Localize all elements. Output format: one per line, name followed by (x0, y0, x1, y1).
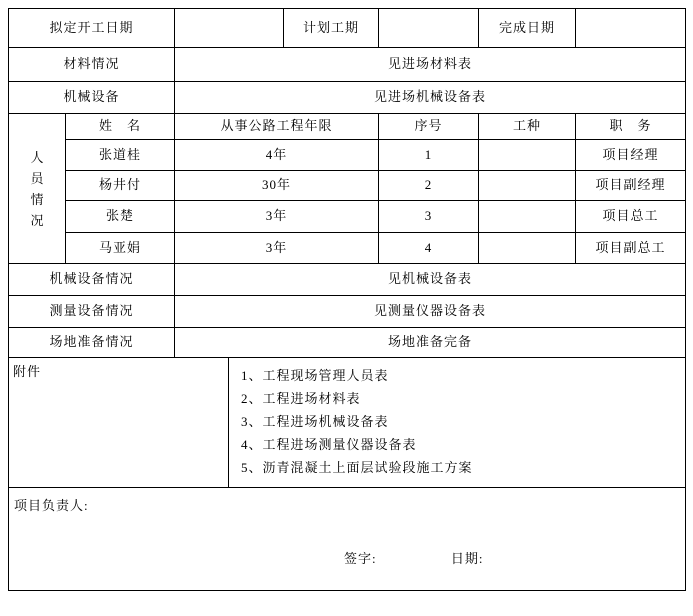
planned-start-label: 拟定开工日期 (9, 9, 175, 48)
personnel-header-row (9, 114, 686, 140)
person-trade (479, 171, 576, 201)
person-trade (479, 140, 576, 171)
person-trade (479, 201, 576, 233)
attachments-row (9, 358, 686, 488)
materials-label: 材料情况 (9, 48, 175, 82)
machinery-label: 机械设备 (9, 82, 175, 114)
footer-cell (9, 488, 686, 591)
form-table (8, 8, 686, 591)
site-status-label: 场地准备情况 (9, 328, 175, 358)
attachment-item: 4、工程进场测量仪器设备表 (241, 437, 417, 452)
person-years: 3年 (175, 233, 379, 264)
person-years: 4年 (175, 140, 379, 171)
footer-row (9, 488, 686, 591)
survey-status-label: 测量设备情况 (9, 296, 175, 328)
attachments-list (229, 358, 686, 488)
completion-date-label: 完成日期 (479, 9, 576, 48)
signature-row (14, 551, 680, 568)
person-name: 马亚娟 (66, 233, 175, 264)
project-manager-label: 项目负责人: (14, 498, 89, 513)
machinery-status-label: 机械设备情况 (9, 264, 175, 296)
materials-value: 见进场材料表 (175, 48, 686, 82)
person-seq: 3 (379, 201, 479, 233)
person-position: 项目经理 (576, 140, 686, 171)
col-header-name: 姓 名 (66, 114, 175, 140)
completion-date-value (576, 9, 686, 48)
col-header-trade: 工种 (479, 114, 576, 140)
planned-start-value (175, 9, 284, 48)
personnel-row (9, 201, 686, 233)
table-row (9, 9, 686, 48)
col-header-seq: 序号 (379, 114, 479, 140)
person-seq: 4 (379, 233, 479, 264)
attachment-item: 2、工程进场材料表 (241, 391, 361, 406)
machinery-value: 见进场机械设备表 (175, 82, 686, 114)
table-row (9, 82, 686, 114)
col-header-years: 从事公路工程年限 (175, 114, 379, 140)
machinery-status-value: 见机械设备表 (175, 264, 686, 296)
planned-duration-label: 计划工期 (284, 9, 379, 48)
survey-status-value: 见测量仪器设备表 (175, 296, 686, 328)
person-name: 张道桂 (66, 140, 175, 171)
person-name: 杨井付 (66, 171, 175, 201)
table-row (9, 264, 686, 296)
person-name: 张楚 (66, 201, 175, 233)
person-years: 3年 (175, 201, 379, 233)
person-position: 项目总工 (576, 201, 686, 233)
personnel-row (9, 140, 686, 171)
site-status-value: 场地准备完备 (175, 328, 686, 358)
person-position: 项目副经理 (576, 171, 686, 201)
personnel-section-label (9, 114, 66, 264)
table-row (9, 48, 686, 82)
personnel-row (9, 171, 686, 201)
person-seq: 1 (379, 140, 479, 171)
attachments-label: 附件 (9, 358, 229, 488)
signature-label: 签字: (344, 550, 377, 566)
attachment-item: 3、工程进场机械设备表 (241, 414, 389, 429)
person-position: 项目副总工 (576, 233, 686, 264)
date-label: 日期: (450, 550, 484, 566)
col-header-position: 职 务 (576, 114, 686, 140)
attachment-item: 5、沥青混凝土上面层试验段施工方案 (241, 460, 473, 475)
table-row (9, 296, 686, 328)
planned-duration-value (379, 9, 479, 48)
table-row (9, 328, 686, 358)
person-trade (479, 233, 576, 264)
person-years: 30年 (175, 171, 379, 201)
personnel-section-label-text: 人员情况 (30, 149, 44, 228)
attachment-item: 1、工程现场管理人员表 (241, 368, 389, 383)
personnel-row (9, 233, 686, 264)
person-seq: 2 (379, 171, 479, 201)
